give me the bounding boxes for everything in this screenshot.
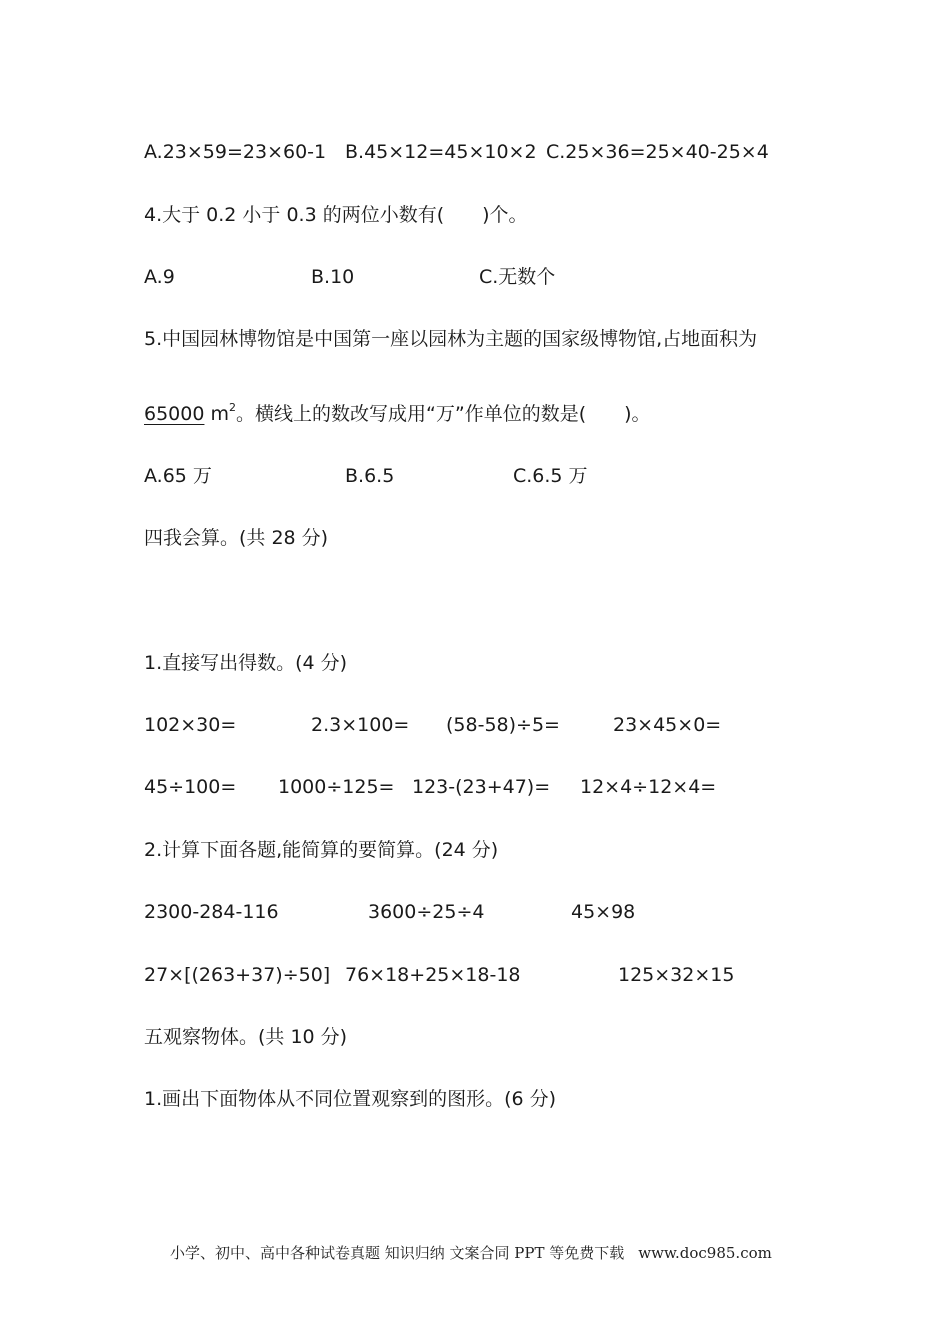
q3-option-a: A.23×59=23×60-1 <box>144 141 327 163</box>
oral-calc-item: 102×30= <box>144 714 237 736</box>
q4-option-a: A.9 <box>144 266 175 288</box>
footer-url: www.doc985.com <box>638 1244 772 1262</box>
oral-calc-item: 45÷100= <box>144 776 237 798</box>
oral-calc-item: 2.3×100= <box>311 714 410 736</box>
q4-option-c: C.无数个 <box>479 266 556 288</box>
oral-calc-item: 1000÷125= <box>278 776 395 798</box>
q4-option-b: B.10 <box>311 266 355 288</box>
section4-part2-title: 2.计算下面各题,能简算的要简算。(24 分) <box>144 839 499 861</box>
q3-option-c: C.25×36=25×40-25×4 <box>546 141 769 163</box>
calc-item: 27×[(263+37)÷50] <box>144 964 331 986</box>
q5-question-line1: 5.中国园林博物馆是中国第一座以园林为主题的国家级博物馆,占地面积为 <box>144 328 758 350</box>
q5-underlined-number: 65000 <box>144 403 205 425</box>
q5-option-c: C.6.5 万 <box>513 465 588 487</box>
section4-part1-title: 1.直接写出得数。(4 分) <box>144 652 348 674</box>
section5-part1-title: 1.画出下面物体从不同位置观察到的图形。(6 分) <box>144 1088 557 1110</box>
q4-question: 4.大于 0.2 小于 0.3 的两位小数有( )个。 <box>144 204 528 226</box>
calc-item: 3600÷25÷4 <box>368 901 485 923</box>
q5-option-a: A.65 万 <box>144 465 212 487</box>
calc-item: 125×32×15 <box>618 964 735 986</box>
q5-option-b: B.6.5 <box>345 465 395 487</box>
footer-text: 小学、初中、高中各种试卷真题 知识归纳 文案合同 PPT 等免费下载 <box>170 1244 625 1262</box>
page-footer <box>170 1243 772 1263</box>
section5-title: 五观察物体。(共 10 分) <box>144 1026 348 1048</box>
q3-option-b: B.45×12=45×10×2 <box>345 141 537 163</box>
oral-calc-item: (58-58)÷5= <box>446 714 560 736</box>
oral-calc-item: 123-(23+47)= <box>412 776 551 798</box>
calc-item: 45×98 <box>571 901 636 923</box>
oral-calc-item: 23×45×0= <box>613 714 722 736</box>
oral-calc-item: 12×4÷12×4= <box>580 776 717 798</box>
calc-item: 76×18+25×18-18 <box>345 964 521 986</box>
calc-item: 2300-284-116 <box>144 901 279 923</box>
section4-title: 四我会算。(共 28 分) <box>144 527 329 549</box>
q5-question-rest: 。横线上的数改写成用“万”作单位的数是( )。 <box>236 403 651 425</box>
q5-unit-exponent: 2 <box>229 401 237 414</box>
q5-question-line2 <box>144 402 651 426</box>
q5-unit: m <box>204 403 230 425</box>
